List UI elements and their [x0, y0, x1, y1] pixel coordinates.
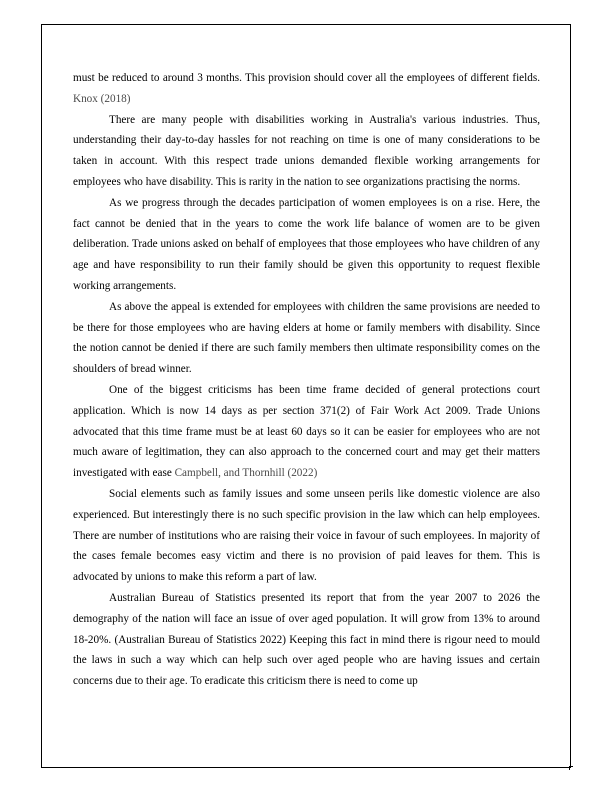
- document-body: [73, 68, 540, 692]
- paragraph-disability: [73, 110, 540, 193]
- paragraph-aged-population: [73, 588, 540, 692]
- paragraph-text: There are many people with disabilities working in Australia's various industries. Thus, understanding their day-to-day hassles for not reaching on time is one of many considerations to be taken in account. With this respect trade unions demanded flexible working arrangements for employees who have disability. This is rarity in the nation to see organizations practising the norms.: [73, 113, 540, 188]
- paragraph-continuation: [73, 68, 540, 110]
- paragraph-text: Australian Bureau of Statistics presented its report that from the year 2007 to 2026 the demography of the nation will face an issue of over aged population. It will grow from 13% to around 18-20%. (Australian Bureau of Statistics 2022) Keeping this fact in mind there is rigour need to mould the laws in such a way which can help such over aged people who are having issues and certain concerns due to their age. To eradicate this criticism there is need to come up: [73, 591, 540, 688]
- paragraph-text: As we progress through the decades participation of women employees is on a rise. Here, the fact cannot be denied that in the years to come the work life balance of women are to be given deliberation. Trade unions asked on behalf of employees that those employees who have children of any age and have responsibility to run their family should be given this opportunity to request flexible working arrangements.: [73, 196, 540, 292]
- paragraph-text: must be reduced to around 3 months. This provision should cover all the employees of different fields.: [73, 72, 540, 84]
- paragraph-time-frame: [73, 380, 540, 484]
- paragraph-text: One of the biggest criticisms has been time frame decided of general protections court application. Which is now 14 days as per section 371(2) of Fair Work Act 2009. Trade Unions advocated that this time frame must be at least 60 days so it can be easier for employees who are not much aware of legitimation, they can also approach to the concerned court and may get their matters investigated with ease: [73, 383, 540, 480]
- citation: Campbell, and Thornhill (2022): [174, 467, 318, 480]
- paragraph-text: As above the appeal is extended for employees with children the same provisions are needed to be there for those employees who are having elders at home or family members with disability. Since the notion cannot be denied if there are such family members then ultimate responsibility comes on the shoulders of bread winner.: [73, 300, 540, 376]
- paragraph-social-elements: [73, 484, 540, 588]
- paragraph-women-employees: [73, 193, 540, 297]
- paragraph-elders: [73, 297, 540, 380]
- page-corner-mark: [569, 766, 573, 770]
- citation: Knox (2018): [73, 92, 131, 105]
- paragraph-text: Social elements such as family issues and some unseen perils like domestic violence are also experienced. But interestingly there is no such specific provision in the law which can help employees. There are number of institutions who are raising their voice in favour of such employees. In majority of the cases female becomes easy victim and there is no provision of paid leaves for them. This is advocated by unions to make this reform a part of law.: [73, 487, 540, 584]
